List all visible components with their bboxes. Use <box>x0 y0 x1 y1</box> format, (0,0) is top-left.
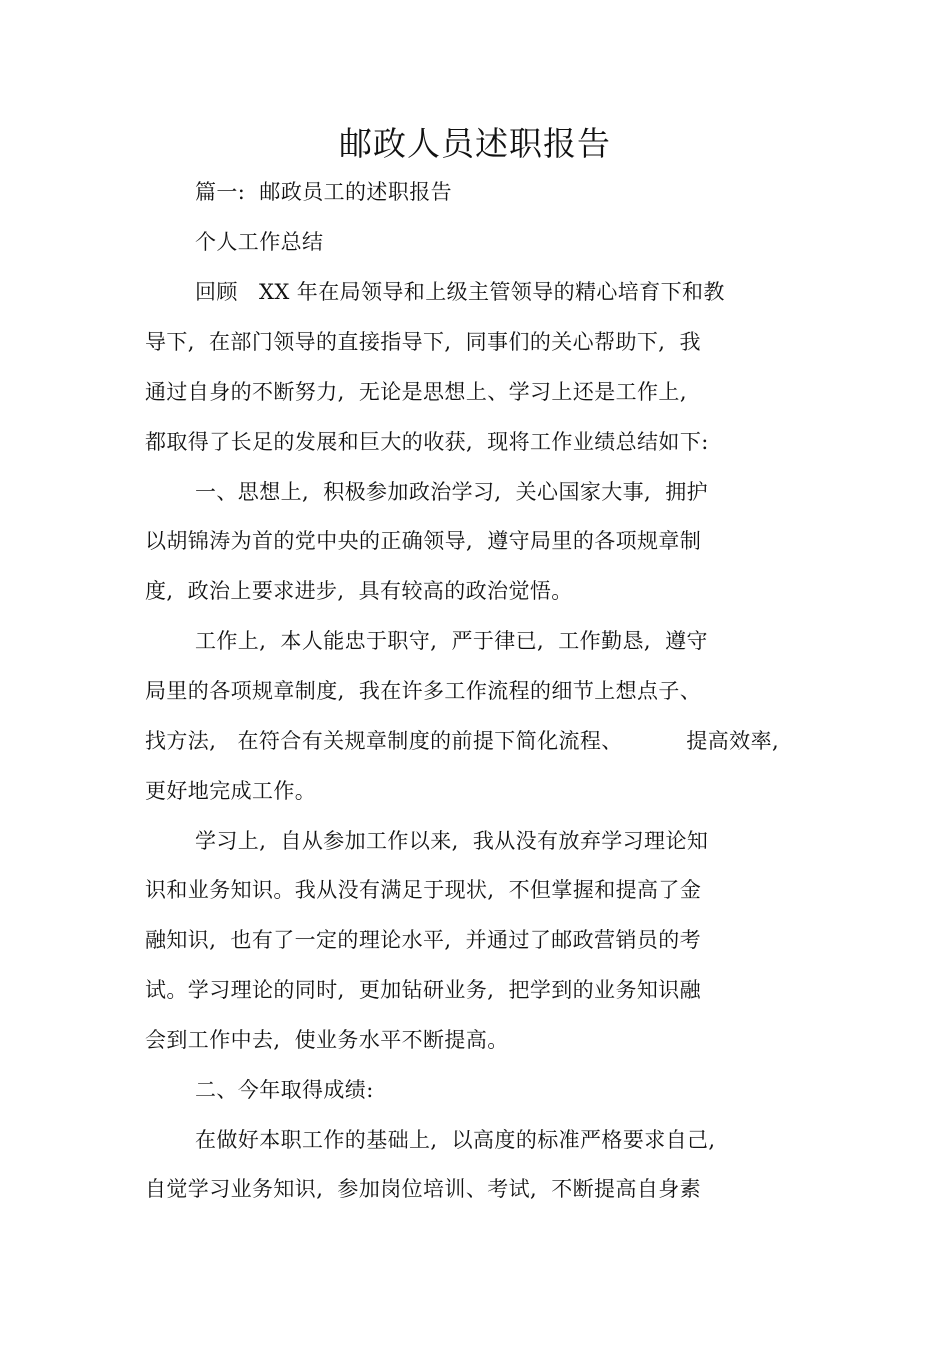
document-title: 邮政人员述职报告 <box>339 124 611 163</box>
paragraph-line: 工作上, 本人能忠于职守, 严于律已, 工作勤恳, 遵守 <box>195 629 708 653</box>
paragraph-line: 更好地完成工作。 <box>145 779 317 803</box>
paragraph-line: 试。学习理论的同时, 更加钻研业务, 把学到的业务知识融 <box>145 978 702 1002</box>
section-heading: 篇一: 邮政员工的述职报告 <box>195 180 453 204</box>
paragraph-line: 都取得了长足的发展和巨大的收获, 现将工作业绩总结如下: <box>145 430 709 454</box>
paragraph-line: 学习上, 自从参加工作以来, 我从没有放弃学习理论知 <box>195 829 709 853</box>
paragraph-line: 回顾 XX 年在局领导和上级主管领导的精心培育下和教 <box>195 280 725 304</box>
paragraph-line: 局里的各项规章制度, 我在许多工作流程的细节上想点子、 <box>145 679 702 703</box>
paragraph-line: 一、思想上, 积极参加政治学习, 关心国家大事, 拥护 <box>195 480 709 504</box>
paragraph-line: 识和业务知识。我从没有满足于现状, 不但掌握和提高了金 <box>145 878 702 902</box>
subheading: 个人工作总结 <box>195 230 324 254</box>
paragraph-line: 度, 政治上要求进步, 具有较高的政治觉悟。 <box>145 579 573 603</box>
paragraph-line: 在做好本职工作的基础上, 以高度的标准严格要求自己, <box>195 1128 716 1152</box>
paragraph-line: 会到工作中去, 使业务水平不断提高。 <box>145 1028 509 1052</box>
paragraph-line: 自觉学习业务知识, 参加岗位培训、考试, 不断提高自身素 <box>145 1177 702 1201</box>
section-heading: 二、今年取得成绩: <box>195 1078 374 1102</box>
paragraph-line: 通过自身的不断努力, 无论是思想上、学习上还是工作上, <box>145 380 687 404</box>
paragraph-line: 融知识, 也有了一定的理论水平, 并通过了邮政营销员的考 <box>145 928 702 952</box>
paragraph-line: 导下, 在部门领导的直接指导下, 同事们的关心帮助下, 我 <box>145 330 701 354</box>
paragraph-line: 找方法, 在符合有关规章制度的前提下简化流程、 提高效率, <box>145 729 780 753</box>
paragraph-line: 以胡锦涛为首的党中央的正确领导, 遵守局里的各项规章制 <box>145 529 702 553</box>
